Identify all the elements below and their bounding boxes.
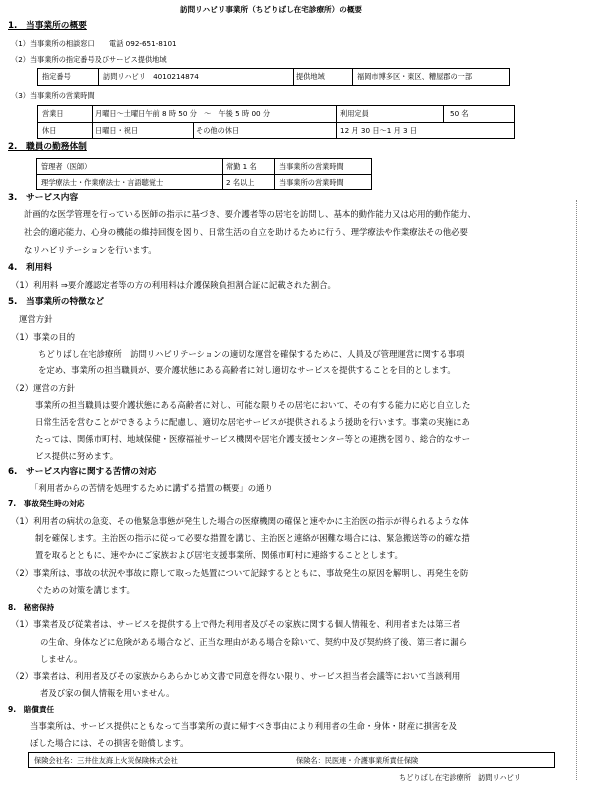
section-1-heading: 1. 当事業所の概要: [8, 21, 87, 31]
hours-r2c3: その他の休日: [196, 126, 240, 135]
privacy-line: 者及び家の個人情報を用いません。: [40, 688, 175, 698]
complaint-line: 「利用者からの苦情を処理するために講ずる措置の概要」の通り: [30, 483, 273, 493]
accident-line: （1）利用者の病状の急変、その他緊急事態が発生した場合の医療機関の確保と速やかに主治医の指示が得られるような体: [11, 516, 469, 526]
policy-subheading: 運営方針: [19, 314, 53, 324]
service-line: なリハビリテーションを行います。: [24, 245, 157, 255]
staff-r2c3: 当事業所の営業時間: [279, 178, 344, 187]
section-2-heading: 2. 職員の勤務体制: [8, 142, 87, 152]
section-7-heading: 7. 事故発生時の対応: [8, 499, 85, 508]
accident-line: 置を取るとともに、速やかにご家族および居宅支援事業所、関係市町村に連絡することとします。: [35, 550, 403, 560]
section-3-heading: 3. サービス内容: [8, 193, 79, 203]
privacy-line: しません。: [40, 654, 83, 664]
purpose-title: （1）事業の目的: [11, 332, 75, 342]
purpose-line: ちどりばし在宅診療所 訪問リハビリテーションの適切な運営を確保するために、人員及び管理運営に関する事項: [38, 349, 465, 359]
privacy-line: の生命、身体などに危険がある場合など、正当な理由がある場合を除いて、契約中及び契約終了後、第三者に漏ら: [40, 637, 467, 647]
privacy-line: （2）事業者は、利用者及びその家族からあらかじめ文書で同意を得ない限り、サービス担当者会議等において当該利用: [11, 671, 461, 681]
staff-r1c2: 常勤 1 名: [226, 162, 257, 171]
section-6-heading: 6. サービス内容に関する苦情の対応: [8, 467, 157, 477]
policy-line: ビス提供に努めます。: [35, 451, 119, 461]
accident-line: ぐための対策を講じます。: [35, 585, 135, 595]
contact-line: （1）当事業所の相談窓口 電話 092-651-8101: [11, 39, 177, 48]
hours-r2c2: 日曜日・祝日: [95, 126, 139, 135]
purpose-line: を定め、事業所の担当職員が、要介護状態にある高齢者に対し適切なサービスを提供することを目的とします。: [38, 365, 456, 375]
hours-r1c3: 利用定員: [340, 109, 369, 118]
hours-r1c1: 営業日: [42, 109, 64, 118]
hours-heading: （3）当事業所の営業時間: [11, 91, 95, 100]
liability-line: 当事業所は、サービス提供にともなって当事業所の責に帰すべき事由により利用者の生命・身体・財産に損害を及: [30, 721, 457, 731]
staff-r2c2: 2 名以上: [226, 178, 255, 187]
hours-r2c1: 休日: [42, 126, 57, 135]
margin-guide: [576, 200, 577, 780]
page-title: 訪問リハビリ事業所（ちどりばし在宅診療所）の概要: [180, 5, 363, 14]
staff-r2c1: 理学療法士・作業療法士・言語聴覚士: [41, 178, 164, 187]
liability-line: ぼした場合には、その損害を賠償します。: [30, 738, 189, 748]
section-4-heading: 4. 利用料: [8, 263, 53, 273]
staff-r1c3: 当事業所の営業時間: [279, 162, 344, 171]
insurer-name: 保険会社名：三井住友海上火災保険株式会社: [34, 756, 178, 765]
accident-line: （2）事業所は、事故の状況や事故に際して取った処置について記録するとともに、事故発生の原因を解明し、再発生を防: [11, 568, 469, 578]
section-8-heading: 8. 秘密保持: [8, 603, 55, 612]
section-5-heading: 5. 当事業所の特徴など: [8, 297, 105, 307]
insurance-name: 保険名：民医連・介護事業所責任保険: [296, 756, 419, 765]
service-line: 計画的な医学管理を行っている医師の指示に基づき、要介護者等の居宅を訪問し、基本的動作能力又は応用的動作能力、: [24, 209, 476, 219]
accident-line: 制を確保します。主治医の指示に従って必要な措置を講じ、主治医と連絡が困難な場合には、緊急搬送等の的確な措: [35, 533, 470, 543]
designation-value: 訪問リハビリ 4010214874: [103, 72, 199, 81]
policy-line: たっては、関係市町村、地域保健・医療福祉サービス機関や居宅介護支援センター等との連携を図り、総合的なサー: [35, 434, 471, 444]
hours-r2c4: 12 月 30 日～1 月 3 日: [340, 126, 418, 135]
designation-heading: （2）当事業所の指定番号及びサービス提供地域: [11, 55, 167, 64]
policy-line: 事業所の担当職員は要介護状態にある高齢者に対し、可能な限りその居宅において、その有する能力に応じ自立した: [35, 400, 471, 410]
policy-title: （2）運営の方針: [11, 383, 75, 393]
privacy-line: （1）事業者及び従業者は、サービスを提供する上で得た利用者及びその家族に関する個人情報を、利用者または第三者: [11, 619, 461, 629]
area-label: 提供地域: [296, 72, 325, 81]
hours-r1c2: 月曜日～土曜日午前 8 時 50 分 ～ 午後 5 時 00 分: [95, 109, 271, 118]
service-line: 社会的適応能力、心身の機能の維持回復を図り、日常生活の自立を助けるために行う、理学療法や作業療法その他必要: [24, 227, 468, 237]
policy-line: 日常生活を営むことができるように配慮し、適切な居宅サービスが提供されるよう援助を行います。事業の実施にあ: [35, 417, 470, 427]
designation-label: 指定番号: [42, 72, 71, 81]
area-value: 福岡市博多区・東区、糟屋郡の一部: [357, 72, 473, 81]
staff-r1c1: 管理者（医師）: [41, 162, 92, 171]
footer-label: ちどりばし在宅診療所 訪問リハビリ: [399, 773, 521, 782]
fee-line: （1）利用料 ⇒要介護認定者等の方の利用料は介護保険負担割合証に記載された割合。: [11, 280, 336, 290]
section-9-heading: 9. 賠償責任: [8, 705, 55, 714]
hours-r1c4: 50 名: [450, 109, 469, 118]
